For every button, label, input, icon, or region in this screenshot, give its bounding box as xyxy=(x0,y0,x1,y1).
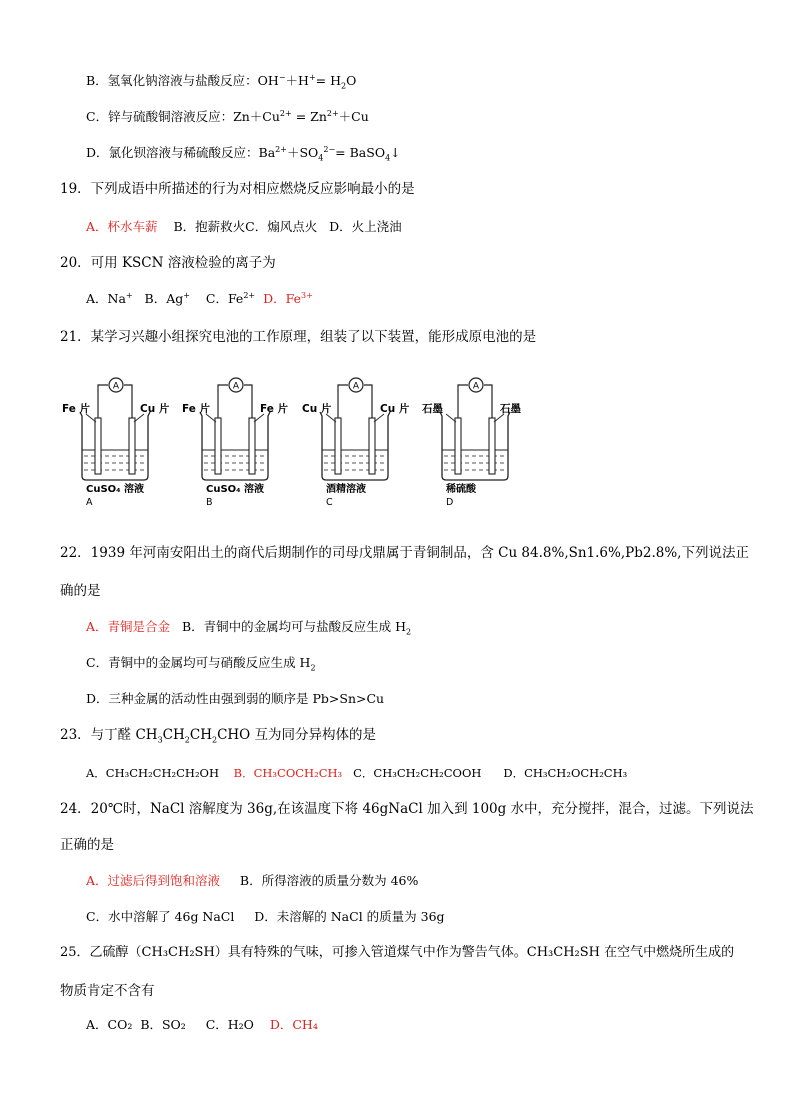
q22-option-b xyxy=(181,619,412,637)
electrode-right xyxy=(249,418,255,474)
q24-options-cd xyxy=(86,908,445,926)
q20-option-c xyxy=(206,291,255,306)
wire-left xyxy=(458,385,468,418)
q18-d-text: D．氯化钡溶液与稀硫酸反应：Ba xyxy=(86,145,276,160)
q20-a-sup: + xyxy=(125,290,133,300)
wire-right xyxy=(364,385,372,418)
q18-b-mid: ＋H xyxy=(285,73,309,88)
electrode-right-label: Cu 片 xyxy=(380,403,410,415)
q18-option-b xyxy=(86,72,356,90)
q18-option-d xyxy=(86,144,401,162)
q18-d-sub1: 4 xyxy=(318,153,324,163)
q23-stem-pre: 23．与丁醛 CH xyxy=(60,727,158,743)
cell-letter: B xyxy=(206,497,213,508)
q20-a-text: A．Na xyxy=(86,291,126,306)
q23-stem-mid2: CH xyxy=(189,727,212,743)
q18-d-sub2: 4 xyxy=(385,153,391,163)
electrode-left-label: 石墨 xyxy=(422,403,443,415)
q22-options-ab xyxy=(86,618,411,636)
q22-b-sub: 2 xyxy=(406,627,412,637)
q22-option-c xyxy=(86,654,316,672)
q23-stem xyxy=(60,726,376,744)
q18-c-sup2: 2+ xyxy=(326,108,339,118)
q20-c-text: C．Fe xyxy=(205,291,244,306)
cell-letter: A xyxy=(86,497,93,508)
ammeter-label: A xyxy=(472,381,480,392)
cell-a xyxy=(62,378,170,508)
q19-option-a: A．杯水车薪 xyxy=(86,219,158,234)
cell-letter: D xyxy=(446,497,454,508)
q23-stem-mid1: CH xyxy=(162,727,185,743)
q19-stem: 19．下列成语中所描述的行为对相应燃烧反应影响最小的是 xyxy=(60,181,415,197)
q21-stem: 21．某学习兴趣小组探究电池的工作原理，组装了以下装置，能形成原电池的是 xyxy=(60,329,537,345)
q24-options-ab xyxy=(86,872,418,890)
cell-b xyxy=(182,378,289,508)
q20-option-b xyxy=(145,291,190,306)
q20-option-d xyxy=(263,291,313,306)
electrode-right-label: Cu 片 xyxy=(140,403,170,415)
q22-c-sub: 2 xyxy=(310,663,316,673)
wire-right xyxy=(484,385,492,418)
q18-d-post: = BaSO xyxy=(335,145,386,160)
q18-c-mid: = Zn xyxy=(291,109,327,124)
q22-option-d: D．三种金属的活动性由强到弱的顺序是 Pb>Sn>Cu xyxy=(86,691,385,706)
q18-d-sup1: 2+ xyxy=(275,144,287,154)
q23-stem-post: CHO 互为同分异构体的是 xyxy=(217,727,377,743)
q24-option-c: C．水中溶解了 46g NaCl xyxy=(86,909,235,924)
q20-d-sup: 3+ xyxy=(301,290,313,300)
q23-option-b: B．CH₃COCH₂CH₃ xyxy=(233,766,343,780)
q20-b-sup: + xyxy=(183,290,190,300)
q24-option-a: A．过滤后得到饱和溶液 xyxy=(86,873,221,888)
q22-option-a: A．青铜是合金 xyxy=(86,619,171,634)
q25-option-c: C．H₂O xyxy=(205,1017,254,1032)
q18-b-end: O xyxy=(346,73,357,88)
q23-option-a: A．CH₃CH₂CH₂CH₂OH xyxy=(86,766,220,780)
q23-options xyxy=(86,764,627,782)
q25-option-b: B．SO₂ xyxy=(140,1017,186,1032)
wire-right xyxy=(124,385,132,418)
q25-stem-line2: 物质肯定不含有 xyxy=(60,983,155,999)
cell-c xyxy=(302,378,410,508)
q25-option-a: A．CO₂ xyxy=(86,1017,133,1032)
q25-options xyxy=(86,1016,318,1034)
wire-left xyxy=(338,385,348,418)
ammeter-label: A xyxy=(352,381,360,392)
q23-option-c: C．CH₃CH₂CH₂COOH xyxy=(353,766,482,780)
q20-b-text: B．Ag xyxy=(144,291,184,306)
electrode-left xyxy=(335,418,341,474)
q19-options xyxy=(86,218,402,236)
electrode-left-label: Fe 片 xyxy=(62,403,91,415)
q22-c-text: C．青铜中的金属均可与硝酸反应生成 H xyxy=(86,655,311,670)
electrode-right-label: 石墨 xyxy=(500,403,521,415)
electrode-left xyxy=(95,418,101,474)
q22-stem-line1: 22．1939 年河南安阳出土的商代后期制作的司母戊鼎属于青铜制品，含 Cu 84.8%,Sn1.6%,Pb2.8%,下列说法正 xyxy=(60,545,749,561)
q23-stem-sub1: 3 xyxy=(157,735,163,745)
electrode-left xyxy=(455,418,461,474)
solution-label: CuSO₄ 溶液 xyxy=(206,484,265,495)
q20-option-a xyxy=(86,291,133,306)
q23-option-d: D．CH₃CH₂OCH₂CH₃ xyxy=(503,766,628,780)
q19-option-c: C．煽风点火 xyxy=(245,219,318,234)
ammeter-label: A xyxy=(232,381,240,392)
q19-option-d: D．火上浇油 xyxy=(329,219,402,234)
q20-stem: 20．可用 KSCN 溶液检验的离子为 xyxy=(60,255,276,271)
q24-option-b: B．所得溶液的质量分数为 46% xyxy=(239,873,419,888)
galvanic-cell-diagrams xyxy=(60,368,530,510)
ammeter-label: A xyxy=(112,381,120,392)
solution-label: 酒精溶液 xyxy=(326,484,366,495)
q18-c-sup1: 2+ xyxy=(279,108,292,118)
electrode-right xyxy=(369,418,375,474)
solution-label: CuSO₄ 溶液 xyxy=(86,484,145,495)
q23-stem-sub2: 2 xyxy=(184,735,190,745)
q20-c-sup: 2+ xyxy=(243,290,256,300)
q22-b-text: B．青铜中的金属均可与盐酸反应生成 H xyxy=(181,619,407,634)
q20-d-text: D．Fe xyxy=(263,291,301,306)
q18-b-text: B．氢氧化钠溶液与盐酸反应：OH xyxy=(86,73,279,88)
q25-option-d: D．CH₄ xyxy=(269,1017,318,1032)
q18-d-arrow: ↓ xyxy=(390,145,401,160)
q24-stem-line2: 正确的是 xyxy=(60,837,114,853)
q25-stem-line1: 25．乙硫醇（CH₃CH₂SH）具有特殊的气味，可掺入管道煤气中作为警告气体。CH₃CH₂SH 在空气中燃烧所生成的 xyxy=(60,945,735,960)
q18-option-c xyxy=(86,108,369,126)
q18-c-post: ＋Cu xyxy=(338,109,369,124)
q23-stem-sub3: 2 xyxy=(211,735,218,745)
electrode-right-label: Fe 片 xyxy=(260,403,289,415)
electrode-left-label: Cu 片 xyxy=(302,403,332,415)
q20-options xyxy=(86,290,313,308)
q24-option-d: D．未溶解的 NaCl 的质量为 36g xyxy=(254,909,445,924)
electrode-right xyxy=(129,418,135,474)
electrode-right xyxy=(489,418,495,474)
q18-b-sub: 2 xyxy=(341,81,347,91)
wire-left xyxy=(98,385,108,418)
wire-left xyxy=(218,385,228,418)
q24-stem-line1: 24．20℃时，NaCl 溶解度为 36g,在该温度下将 46gNaCl 加入到 100g 水中，充分搅拌，混合，过滤。下列说法 xyxy=(60,801,754,817)
q18-b-post: = H xyxy=(315,73,342,88)
q18-b-sup2: + xyxy=(308,72,316,82)
cell-d xyxy=(421,378,521,508)
solution-label: 稀硫酸 xyxy=(446,484,476,495)
electrode-left-label: Fe 片 xyxy=(182,403,211,415)
q19-option-b: B．抱薪救火 xyxy=(173,219,246,234)
cell-letter: C xyxy=(326,497,333,508)
q18-d-mid: ＋SO xyxy=(286,145,319,160)
wire-right xyxy=(244,385,252,418)
q22-stem-line2: 确的是 xyxy=(60,583,101,599)
q18-c-text: C．锌与硫酸铜溶液反应：Zn＋Cu xyxy=(86,109,280,124)
electrode-left xyxy=(215,418,221,474)
q18-b-sup1: − xyxy=(278,72,286,82)
q18-d-sup2: 2− xyxy=(323,144,336,154)
